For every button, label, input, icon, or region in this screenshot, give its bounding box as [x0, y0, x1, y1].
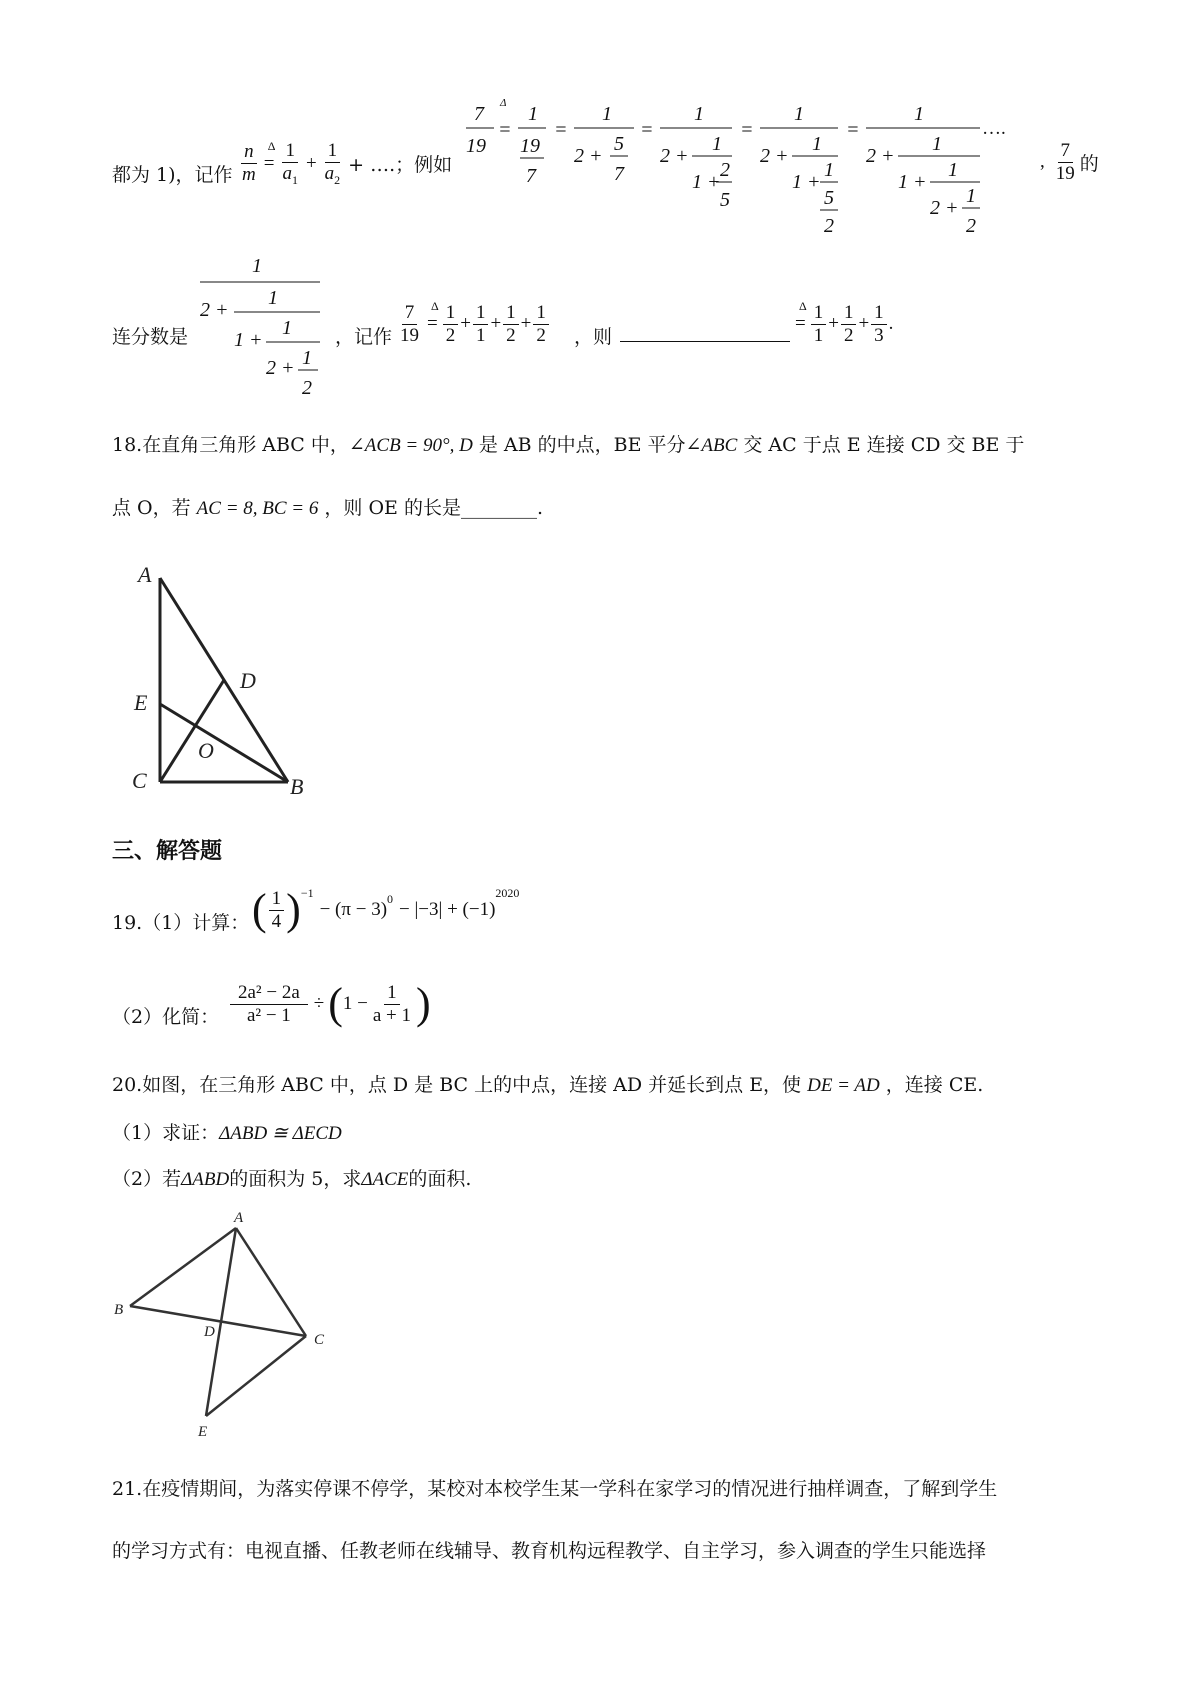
svg-text:1 +: 1 + — [792, 171, 821, 193]
q17-notation-example: $\frac{7}{19}$ = Δ $\frac{1}{2}$ + $\frac{1}{1}$ + $\frac{1}{2}$ + $\frac{1}{2}$ — [395, 302, 551, 347]
svg-text:1: 1 — [602, 103, 612, 125]
vertex-label-d: D — [204, 1324, 215, 1340]
svg-text:1: 1 — [932, 133, 942, 155]
q17-trailing-dots: …. — [982, 118, 1006, 139]
svg-text:1: 1 — [302, 347, 312, 369]
svg-text:2 +: 2 + — [266, 357, 295, 379]
q19-part1-expr: ( $\frac{1}{4}$ ) $^{-1}$ − (π − 3) $^0$ − |−3| + (−1) $^{2020}$ — [252, 885, 520, 935]
continued-fraction-display — [196, 250, 326, 400]
q21-line1: 21.在疫情期间，为落实停课不停学，某校对本校学生某一学科在家学习的情况进行抽样调查，了解到学生 — [112, 1478, 998, 1500]
svg-text:1: 1 — [812, 133, 822, 155]
q17-definition: $\frac{n}{m}$ = Δ $\frac{1}{a_1}$ + $\frac{1}{a_2}$ + ….；例如 — [242, 138, 453, 187]
svg-text:1: 1 — [712, 133, 722, 155]
svg-text:1 +: 1 + — [692, 171, 721, 193]
vertex-label-a: A — [234, 1210, 244, 1226]
svg-text:2 +: 2 + — [866, 145, 895, 167]
svg-text:7: 7 — [614, 163, 624, 185]
q19-part2-label: （2）化简： — [112, 1006, 220, 1028]
svg-text:=: = — [846, 119, 860, 141]
svg-text:1: 1 — [948, 159, 958, 181]
q20-part1: （1）求证：ΔABD ≅ ΔECD — [112, 1122, 342, 1144]
q17-line2-prefix: 连分数是 — [112, 326, 189, 348]
q17-answer-rhs: = Δ $\frac{1}{1}$ + $\frac{1}{2}$ + $\frac{1}{3}$ . — [795, 299, 894, 346]
svg-text:2 +: 2 + — [660, 145, 689, 167]
vertex-label-e: E — [134, 690, 148, 715]
svg-text:19: 19 — [466, 135, 486, 157]
svg-text:2: 2 — [720, 159, 730, 181]
svg-text:1: 1 — [794, 103, 804, 125]
q18-line2: 点 O，若 AC = 8, BC = 6 ，则 OE 的长是________. — [112, 497, 543, 519]
svg-text:1 +: 1 + — [234, 329, 263, 351]
svg-text:=: = — [640, 119, 654, 141]
svg-text:7: 7 — [526, 165, 536, 187]
svg-text:1: 1 — [824, 159, 834, 181]
svg-text:2: 2 — [966, 215, 976, 237]
svg-text:2: 2 — [302, 377, 312, 399]
svg-text:1: 1 — [268, 287, 278, 309]
svg-text:2 +: 2 + — [200, 299, 229, 321]
q17-line2-then: ，则 — [574, 326, 613, 348]
svg-text:5: 5 — [614, 133, 624, 155]
svg-text:7: 7 — [474, 103, 484, 125]
svg-text:19: 19 — [520, 135, 540, 157]
q18-triangle-figure — [128, 558, 328, 798]
svg-text:2 +: 2 + — [574, 145, 603, 167]
svg-text:Δ: Δ — [500, 97, 507, 109]
q21-line2: 的学习方式有：电视直播、任教老师在线辅导、教育机构远程教学、自主学习，参入调查的学生只能选择 — [112, 1540, 987, 1562]
vertex-label-o: O — [198, 738, 214, 763]
svg-text:=: = — [740, 119, 754, 141]
vertex-label-e: E — [198, 1424, 208, 1440]
svg-text:1: 1 — [282, 317, 292, 339]
vertex-label-d: D — [240, 668, 256, 693]
q18-line1: 18.在直角三角形 ABC 中，∠ACB = 90°, D 是 AB 的中点，BE 平分∠ABC 交 AC 于点 E 连接 CD 交 BE 于 — [112, 434, 1025, 456]
vertex-label-a: A — [138, 562, 152, 587]
svg-text:5: 5 — [720, 189, 730, 211]
q19-part2-expr: $\frac{\text{2a² − 2a}}{\text{a² − 1}}$ ÷ ( 1 − $\frac{1}{a + 1}$ ) — [228, 982, 431, 1027]
svg-text:2 +: 2 + — [760, 145, 789, 167]
vertex-label-c: C — [314, 1332, 325, 1348]
q19-part1-label: 19.（1）计算： — [112, 912, 250, 934]
q20-part2: （2）若ΔABD的面积为 5，求ΔACE的面积. — [112, 1168, 472, 1190]
svg-text:1: 1 — [528, 103, 538, 125]
svg-text:2 +: 2 + — [930, 197, 959, 219]
svg-text:=: = — [498, 119, 512, 141]
q20-stem: 20.如图，在三角形 ABC 中，点 D 是 BC 上的中点，连接 AD 并延长到点 E，使 DE = AD ，连接 CE. — [112, 1074, 984, 1096]
svg-text:1 +: 1 + — [898, 171, 927, 193]
q17-answer-blank[interactable] — [620, 340, 790, 342]
q17-line2-mid: ，记作 — [335, 326, 393, 348]
svg-text:1: 1 — [694, 103, 704, 125]
svg-text:2: 2 — [824, 215, 834, 237]
svg-text:1: 1 — [914, 103, 924, 125]
svg-text:=: = — [554, 119, 568, 141]
vertex-label-b: B — [114, 1302, 124, 1318]
svg-text:1: 1 — [966, 185, 976, 207]
vertex-label-b: B — [290, 774, 304, 798]
svg-text:1: 1 — [252, 255, 262, 277]
continued-fraction-example — [460, 92, 1020, 262]
section-title: 三、解答题 — [112, 838, 223, 864]
vertex-label-c: C — [132, 768, 147, 793]
q17-line1-prefix: 都为 1)，记作 — [112, 164, 233, 186]
q17-line1-tail: , $\frac{7}{19}$ 的 — [1040, 140, 1099, 184]
svg-text:5: 5 — [824, 187, 834, 209]
q20-triangle-figure — [108, 1208, 348, 1448]
